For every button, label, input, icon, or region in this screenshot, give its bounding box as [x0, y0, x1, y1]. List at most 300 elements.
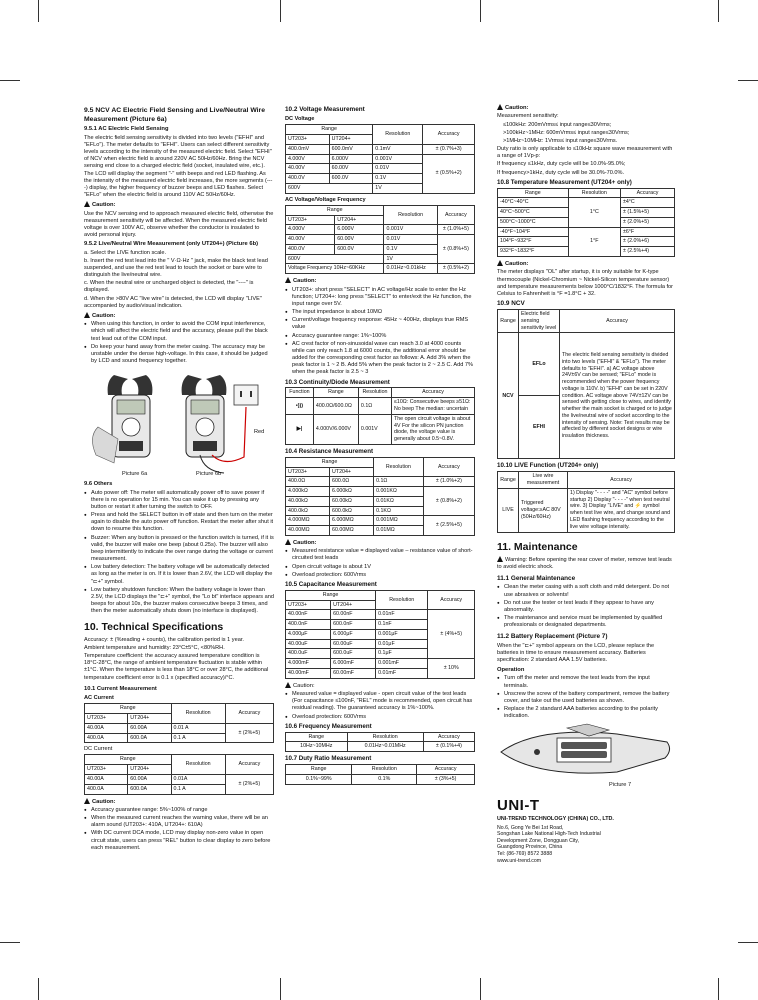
brand-logo: UNI-T	[497, 797, 540, 815]
list-item: ● Low battery detection: The battery voltage will be automatically detected as long as the meter is on. If it is lower than 2.6V, the LCD will display the "⊏+" symbol.	[84, 564, 274, 585]
table-row	[286, 774, 475, 784]
table-row	[286, 125, 475, 135]
caution-list	[285, 287, 475, 377]
table-row	[286, 732, 475, 742]
warning-icon	[285, 539, 291, 545]
table-cell: ± (0.5%+2)	[437, 264, 474, 274]
table-row	[498, 333, 675, 396]
temperature-table	[497, 188, 675, 257]
caution-list	[84, 321, 274, 365]
warning-text: Warning: Before opening the rear cover of meter, remove test leads to avoid electric shock.	[497, 556, 672, 571]
address-block	[497, 825, 675, 865]
subsection-title: 10.5 Capacitance Measurement	[285, 580, 377, 588]
figure-caption: Picture 6b	[196, 471, 222, 478]
table-row	[498, 472, 675, 489]
table-header: Accuracy	[392, 388, 475, 398]
table-cell: UT203+	[85, 713, 128, 723]
address-line: www.uni-trend.com	[497, 857, 542, 864]
subsection-title: 11.1 General Maintenance	[497, 575, 576, 583]
table-cell: 0.1Ω	[358, 398, 391, 415]
list-item: ● Buzzer: When any button is pressed or the function switch is turned, if it is valid, the buzzer will make one beep (about 0.25s). The buzzer will also beep intermittently to indicate the over range during the voltage or current measurement.	[84, 535, 274, 564]
diode-icon: ▶|	[286, 414, 314, 444]
table-cell: 400.0A	[85, 733, 128, 743]
list-item: ● Open circuit voltage is about 1V	[285, 564, 475, 571]
table-cell: 10Hz~10MHz	[286, 742, 348, 752]
subsection-title: 10.8 Temperature Measurement (UT204+ only)	[497, 178, 632, 186]
table-cell: 1V	[384, 254, 437, 264]
table-cell: 0.01KΩ	[374, 496, 424, 506]
caution-heading: Caution:	[285, 682, 475, 690]
subsection-title: 10.4 Resistance Measurement	[285, 447, 374, 455]
table-cell: 1) Display "- - - -" and "AC" symbol before startup 2) Display "- - - -" when test neutral wire. 3) Display "LIVE" and ⚡ symbol when test live wire, and change sound and LED flashing frequency according to the live wire voltage intensity.	[568, 488, 675, 532]
list-item: ● With DC current DCA mode, LCD may display non-zero value in open circuit state, users can press "REL" button to clear display to zero before each measurement.	[84, 830, 274, 851]
table-row	[286, 659, 475, 669]
table-cell: 0.1Ω	[374, 477, 424, 487]
table-header: Resolution	[373, 125, 423, 145]
table-row	[286, 765, 475, 775]
table-row	[286, 477, 475, 487]
table-cell: ± (2%+5)	[225, 774, 273, 794]
table-label: DC Voltage	[285, 116, 315, 123]
table-header: Accuracy	[568, 472, 675, 489]
table-header: Live wire measurement	[519, 472, 568, 489]
table-cell: 400.0V	[286, 244, 335, 254]
table-row	[286, 414, 475, 444]
table-cell: 40°C~500°C	[498, 208, 569, 218]
table-header: Range	[286, 590, 376, 600]
paragraph: >1MHz~10MHz: 1Vrms≤ input range≤30Vrms.	[503, 137, 618, 144]
table-row	[498, 188, 675, 198]
warning-icon	[285, 682, 291, 688]
capacitance-table	[285, 590, 475, 679]
table-header: Accuracy	[423, 457, 474, 477]
table-cell: 0.01μF	[376, 639, 428, 649]
table-cell: 40.00A	[85, 774, 128, 784]
table-cell: UT204+	[128, 713, 171, 723]
table-cell: UT204+	[330, 467, 374, 477]
table-cell: 4.000V	[286, 225, 335, 235]
table-cell: 0.1%~99%	[286, 774, 352, 784]
warning-icon	[84, 201, 90, 207]
caution-heading: Caution:	[497, 104, 675, 112]
list-item: ● Do keep your hand away from the meter casing. The accuracy may be unstable under the dense high-voltage. In this case, it should be judged by LCD and sound frequency together.	[84, 344, 274, 365]
table-cell: 104°F~932°F	[498, 237, 569, 247]
table-cell: ± (4%+5)	[428, 610, 475, 659]
dc-current-table	[84, 754, 274, 794]
list-item: ● When using this function, in order to avoid the COM input interference, which will affect the electric field and the accuracy, please pull the black test lead out of the COM input.	[84, 321, 274, 342]
table-cell: 600V	[286, 254, 384, 264]
list-item: ● AC crest factor of non-sinusoidal wave can reach 3.0 at 4000 counts while can only reach 1.8 at 6000 counts, the additional error should be added for the corresponding crest factor as follows: A. Add 3% when the peak factor is 1 ~ 2 B. Add 5% when the peak factor is 2 ~ 2.5 C. Add 7% when the peak factor is 2.5 ~ 3	[285, 341, 475, 377]
table-cell: 4.000mF	[286, 659, 331, 669]
table-cell: 6.000V	[335, 225, 384, 235]
table-row	[286, 225, 475, 235]
crop-mark	[718, 978, 719, 1000]
paragraph: >100kHz~1MHz: 600mVrms≤ input range≤30Vrms;	[503, 129, 630, 136]
list-item: ● Current/voltage frequency response: 45Hz ~ 400Hz, displays true RMS value	[285, 317, 475, 331]
address-line: No.6, Gong Ye Bei 1st Road,	[497, 824, 564, 831]
list-item: ● Overload protection: 600Vrms	[285, 714, 475, 721]
table-header: Range	[498, 310, 519, 333]
list-item: ● Overload protection: 600Vrms	[285, 572, 475, 579]
table-header: Accuracy	[437, 205, 474, 225]
paragraph: Temperature coefficient: the accuracy assured temperature condition is 18°C-28°C, the range of ambient temperature fluctuation is stable within ±1°C. When the temperature is less than 18°C or over 28°C, the additional temperature coefficient error is 0.1 x (specified accuracy)/°C.	[84, 653, 269, 681]
table-cell: 0.01Hz~0.01MHz	[347, 742, 423, 752]
table-row	[286, 457, 475, 467]
warning-icon	[84, 798, 90, 804]
table-row	[498, 488, 675, 532]
subsection-title: 10.9 NCV	[497, 299, 525, 307]
column-1	[84, 104, 274, 853]
list-item: ● Measured value = displayed value - open circuit value of the test leads (For capacitance ≤100nF, "REL" mode is recommended, open circuit has residual reading). The guaranteed accuracy is 1%~100%.	[285, 691, 475, 712]
list-item: ● Accuracy guarantee range: 1%~100%	[285, 333, 475, 340]
table-cell: 0.01V	[384, 235, 437, 245]
table-cell: EFLo	[519, 333, 560, 396]
warning-icon	[497, 556, 503, 562]
table-cell: 600.0nF	[331, 620, 376, 630]
table-cell: ± (2.0%+5)	[620, 217, 674, 227]
table-cell: 0.01Hz~0.01kHz	[384, 264, 437, 274]
table-cell: Triggered voltage:≥AC 80V (50Hz/60Hz)	[519, 488, 568, 532]
address-line: Tel: (86-769) 8572 3888	[497, 851, 553, 858]
table-cell: 600.0V	[329, 174, 373, 184]
table-cell: 0.001KΩ	[374, 487, 424, 497]
table-cell: ± (2.5%+4)	[620, 247, 674, 257]
list-item: ● Accuracy guarantee range: 5%~100% of range	[84, 807, 274, 814]
table-cell: UT204+	[329, 135, 373, 145]
list-item: ● Turn off the meter and remove the test leads from the input terminals.	[497, 675, 675, 689]
table-cell: 0.1%	[352, 774, 417, 784]
subsection-title: 10.1 Current Measurement	[84, 685, 157, 692]
paragraph: The electric field sensing sensitivity is divided into two levels ("EFHI" and "EFLo"). The meter defaults to "EFHI". Users can select different sensitivity levels according to the intensity of the measured electric field. Select "EFHI" of NCV when electric field is around 220V AC 50Hz/60Hz. Bring the NCV sensing end close to a charged electric field (socket, insulated wire, etc.). The LCD will display the segment "-" with beeps and red LED flashing. As the intensity of the measured electric field increases, the more segments (----) display, the higher frequency of buzzer beeps and LED flashes. Select "EFLo" when the electric field is around 110V AC 50Hz/60Hz.	[84, 134, 273, 199]
subsection-title: 10.7 Duty Ratio Measurement	[285, 755, 372, 763]
table-header: Range	[313, 388, 358, 398]
table-header: Range	[286, 205, 384, 215]
address-line: Songshan Lake National High-Tech Industrial	[497, 831, 601, 838]
step: c. When the neutral wire or uncharged object is detected, the "----" is displayed.	[84, 280, 254, 294]
paragraph: Duty ratio is only applicable to ≤10kHz square wave measurement with a range of 1Vp-p:	[497, 146, 673, 160]
table-row	[286, 610, 475, 620]
table-cell: 0.1V	[384, 244, 437, 254]
table-cell: 40.00A	[85, 723, 128, 733]
table-cell: ± 10%	[428, 659, 475, 679]
table-cell: 600.0kΩ	[330, 506, 374, 516]
subsection-title: 9.6 Others	[84, 481, 113, 488]
table-cell: UT204+	[128, 765, 171, 775]
table-cell: -40°C~40°C	[498, 198, 569, 208]
crop-mark	[38, 0, 39, 22]
table-cell: 600.0uF	[331, 649, 376, 659]
table-cell: ± (3%+5)	[417, 774, 475, 784]
table-row	[498, 227, 675, 237]
live-table	[497, 471, 675, 532]
table-cell: ±6°F	[620, 227, 674, 237]
table-row	[286, 264, 475, 274]
table-header: Accuracy	[423, 125, 475, 145]
table-cell: 0.1 A	[171, 784, 225, 794]
table-header: Range	[85, 755, 172, 765]
figure-6	[84, 367, 274, 479]
maintenance-list	[497, 584, 675, 629]
table-cell: 0.01nF	[376, 610, 428, 620]
address-line: Guangdong Province, China	[497, 844, 563, 851]
table-cell: 600.0A	[128, 733, 171, 743]
table-cell: 4.000V/6.000V	[313, 414, 358, 444]
figure-caption: Picture 6a	[122, 471, 148, 478]
table-cell: UT203+	[286, 467, 330, 477]
crop-mark	[738, 80, 758, 81]
table-cell: 6.000mF	[331, 659, 376, 669]
table-row	[498, 310, 675, 333]
ac-current-table	[84, 703, 274, 743]
table-header: Range	[286, 732, 348, 742]
figure-caption: Picture 7	[609, 782, 632, 789]
table-cell: 60.00V	[335, 235, 384, 245]
address-line: Development Zone, Dongguan City,	[497, 837, 580, 844]
subsection-title: 9.5.1 AC Electric Field Sensing	[84, 126, 169, 133]
table-cell: 0.1KΩ	[374, 506, 424, 516]
crop-mark	[280, 0, 281, 22]
table-cell: 600.0V	[335, 244, 384, 254]
table-cell: 60.00mF	[331, 668, 376, 678]
table-cell: ± (0.1%+4)	[423, 742, 474, 752]
table-cell: 60.00kΩ	[330, 496, 374, 506]
list-item: ● Auto power off: The meter will automatically power off to save power if there is no operation for 15 min. You can wake it up by pressing any button or restart it after turning the switch to OFF.	[84, 490, 274, 511]
ncv-table	[497, 309, 675, 459]
table-cell: 40.00mF	[286, 668, 331, 678]
table-row	[85, 774, 274, 784]
table-header: Resolution	[384, 205, 437, 225]
table-cell: ± (1.0%+5)	[437, 225, 474, 235]
ac-voltage-table	[285, 205, 475, 274]
table-cell: 40.00MΩ	[286, 526, 330, 536]
table-cell: 400.0V	[286, 174, 330, 184]
table-cell: 0.01 A	[171, 723, 225, 733]
table-header: Accuracy	[225, 755, 273, 775]
warning-icon	[285, 277, 291, 283]
table-header: Accuracy	[423, 732, 474, 742]
table-cell: 40.00kΩ	[286, 496, 330, 506]
table-cell: 600.0A	[128, 784, 171, 794]
buzzer-icon: •)))	[286, 398, 314, 415]
table-row	[286, 398, 475, 415]
table-cell: ± (0.8%+2)	[423, 487, 474, 516]
table-cell: 0.001V	[384, 225, 437, 235]
table-cell: 60.00A	[128, 723, 171, 733]
table-row	[85, 723, 274, 733]
column-2	[285, 104, 475, 788]
paragraph: Accuracy: ± (%reading + counts), the calibration period is 1 year.	[84, 636, 244, 643]
crop-mark	[280, 978, 281, 1000]
table-cell: 0.001V	[373, 154, 423, 164]
caution-heading: Caution:	[497, 260, 675, 268]
table-cell: 400.0kΩ	[286, 506, 330, 516]
table-cell: UT203+	[85, 765, 128, 775]
battery-compartment-illustration	[497, 722, 675, 780]
table-cell: 0.001μF	[376, 629, 428, 639]
continuity-diode-table	[285, 387, 475, 444]
table-cell: 0.1 A	[171, 733, 225, 743]
table-row	[286, 516, 475, 526]
table-cell: 60.00V	[329, 164, 373, 174]
list-item: ● The maintenance and service must be implemented by qualified professionals or designated departments.	[497, 615, 675, 629]
table-header: Accuracy	[560, 310, 675, 333]
table-cell: NCV	[498, 333, 519, 459]
table-cell: 4.000μF	[286, 629, 331, 639]
table-cell: UT203+	[286, 600, 331, 610]
table-header: Accuracy	[620, 188, 674, 198]
table-header: Resolution	[568, 188, 620, 198]
subsection-title: 10.3 Continuity/Diode Measurement	[285, 378, 390, 386]
table-row	[286, 388, 475, 398]
table-cell: -40°F~104°F	[498, 227, 569, 237]
table-cell: 0.01V	[373, 164, 423, 174]
table-cell: 0.1mV	[373, 144, 423, 154]
paragraph: ≤100kHz: 200mVrms≤ input range≤30Vrms;	[503, 121, 612, 128]
dc-voltage-table	[285, 124, 475, 193]
crop-mark	[738, 942, 758, 943]
company-name: UNI-TREND TECHNOLOGY (CHINA) CO., LTD.	[497, 815, 614, 822]
table-header: Range	[286, 765, 352, 775]
chapter-title: 11. Maintenance	[497, 540, 578, 553]
table-label: DC Current	[84, 746, 113, 753]
table-header: Range	[85, 704, 172, 714]
table-cell: ±4°C	[620, 198, 674, 208]
table-cell: 0.1μF	[376, 649, 428, 659]
table-header: Accuracy	[417, 765, 475, 775]
table-cell: 6.000V	[329, 154, 373, 164]
table-label: AC Current	[84, 695, 114, 702]
table-cell: UT203+	[286, 215, 335, 225]
table-cell: 0.01mF	[376, 668, 428, 678]
table-cell: 4.000V	[286, 154, 330, 164]
table-cell: 400.0Ω	[286, 477, 330, 487]
list-item: ● The input impedance is about 10MΩ	[285, 309, 475, 316]
table-cell: 6.000μF	[331, 629, 376, 639]
list-item: ● UT203+: short press "SELECT" in AC voltage/Hz scale to enter the Hz function; UT204+: long press "SELECT" to enter/exit the Hz function, the input range over 5V.	[285, 287, 475, 308]
list-item: ● Low battery shutdown function: When the battery voltage is lower than 2.5V, the LCD displays the "⊏+" symbol, the "Lo bt" interface appears and beeps for about 10s, the buzzer makes consecutive beeps 3 times, and then the meter automatically shuts down (no interface is displayed).	[84, 587, 274, 616]
list-item: ● When the measured current reaches the warning value, there will be an alarm sound (UT203+: 410A, UT204+: 610A)	[84, 815, 274, 829]
resistance-table	[285, 457, 475, 536]
paragraph: Ambient temperature and humidity: 23°C±5°C, <80%RH.	[84, 644, 225, 651]
table-header: Resolution	[374, 457, 424, 477]
caution-list	[285, 691, 475, 721]
table-cell: 6.000kΩ	[330, 487, 374, 497]
table-cell: ± (0.8%+5)	[437, 235, 474, 264]
caution-heading: Caution:	[84, 798, 274, 806]
table-cell: 1°C	[568, 198, 620, 227]
table-cell: 0.1nF	[376, 620, 428, 630]
table-cell: 0.01MΩ	[374, 526, 424, 536]
table-cell: 40.00nF	[286, 610, 331, 620]
table-label: AC Voltage/Voltage Frequency	[285, 196, 366, 203]
table-header: Range	[498, 472, 519, 489]
table-row	[286, 742, 475, 752]
figure-7	[497, 722, 675, 790]
paragraph: If frequency ≤1kHz, duty cycle will be 10.0%-95.0%;	[497, 161, 626, 168]
caution-heading: Caution:	[84, 201, 274, 209]
table-header: Resolution	[347, 732, 423, 742]
table-row	[286, 154, 475, 164]
table-cell: 6.000MΩ	[330, 516, 374, 526]
table-cell: 400.0uF	[286, 649, 331, 659]
table-header: Range	[286, 125, 373, 135]
table-header: Resolution	[171, 755, 225, 775]
table-header: Electric field sensing sensitivity level	[519, 310, 560, 333]
table-row	[85, 755, 274, 765]
list-item: ● Measured resistance value = displayed value – resistance value of short-circuited test leads	[285, 548, 475, 562]
caution-heading: Caution:	[285, 539, 475, 547]
table-cell: 600.0mV	[329, 144, 373, 154]
table-cell: 40.00V	[286, 164, 330, 174]
table-header: Range	[498, 188, 569, 198]
table-cell: 4.000MΩ	[286, 516, 330, 526]
table-row	[85, 704, 274, 714]
table-cell: 60.00uF	[331, 639, 376, 649]
frequency-table	[285, 732, 475, 753]
table-cell: 400.0nF	[286, 620, 331, 630]
list-item: ● Unscrew the screw of the battery compartment, remove the battery cover, and take out the used batteries as shown.	[497, 691, 675, 705]
table-cell: ± (2.5%+5)	[423, 516, 474, 536]
table-row	[286, 235, 475, 245]
table-cell: 0.001MΩ	[374, 516, 424, 526]
crop-mark	[38, 978, 39, 1000]
table-header: Resolution	[376, 590, 428, 610]
table-row	[286, 144, 475, 154]
table-cell: 60.00A	[128, 774, 171, 784]
table-cell: 4.000kΩ	[286, 487, 330, 497]
paragraph: The meter displays "OL" after startup, it is only suitable for K-type thermocouple (Nickel-Chromium ~ Nickel-Silicon temperature sensor) and temperature measurements below 1000°C/1832°F. The formula for Celsius to Fahrenheit is °F =1.8°C + 32.	[497, 269, 674, 297]
list-item: ● Press and hold the SELECT button in off state and then turn on the meter again to disable the auto power off function. Restart the meter after shut it down to resume this function.	[84, 512, 274, 533]
table-cell: LIVE	[498, 488, 519, 532]
table-cell: The open circuit voltage is about 4V For the silicon PN junction diode, the voltage value is generally about 0.5~0.8V.	[392, 414, 475, 444]
table-header: Resolution	[352, 765, 417, 775]
section-title: 9.5 NCV AC Electric Field Sensing and Live/Neutral Wire Measurement (Picture 6a)	[84, 107, 265, 123]
subsection-title: 11.2 Battery Replacement (Picture 7)	[497, 633, 608, 641]
table-header: Resolution	[358, 388, 391, 398]
paragraph: If frequency>1kHz, duty cycle will be 30.0%-70.0%.	[497, 169, 625, 176]
table-cell: 600.0Ω	[330, 477, 374, 487]
caution-list	[285, 548, 475, 579]
caution-list	[84, 807, 274, 852]
duty-ratio-table	[285, 764, 475, 785]
step: a. Select the LIVE function scale.	[84, 249, 167, 256]
table-cell: 40.00uF	[286, 639, 331, 649]
table-cell: 60.00nF	[331, 610, 376, 620]
table-cell: 60.00MΩ	[330, 526, 374, 536]
subsection-title: 10.6 Frequency Measurement	[285, 722, 372, 730]
step: d. When the >80V AC "live wire" is detected, the LCD will display "LIVE" accompanied by audio/visual indication.	[84, 295, 262, 309]
operation-title: Operation	[497, 667, 525, 674]
table-cell: 0.001mF	[376, 659, 428, 669]
subsection-title: 10.2 Voltage Measurement	[285, 106, 365, 113]
table-cell: 500°C~1000°C	[498, 217, 569, 227]
list-item: ● Replace the 2 standard AAA batteries according to the polarity indication.	[497, 706, 675, 720]
table-cell: 0.01A	[171, 774, 225, 784]
chapter-title: 10. Technical Specifications	[84, 621, 224, 634]
table-cell: 932°F~1832°F	[498, 247, 569, 257]
table-cell: EFHI	[519, 396, 560, 459]
table-cell: 1V	[373, 183, 423, 193]
table-header: Resolution	[171, 704, 225, 724]
table-cell: The electric field sensing sensitivity is divided into two levels ("EFHI" & "EFLo"). The meter defaults to "EFHI". a) AC voltage above 24V±6V can be sensed; "EFLo" mode is recommended when the power frequency voltage is 110V. b) "EFHI" can be set in 220V condition. AC voltage above 74V±12V can be sensed with getting close to wires, and identify whether the main socket is charged or to judge the live/neutral wire of socket according to the intensity of sensing. Note: Test results may be affected by different socket designs or wire insulation thickness.	[560, 333, 675, 459]
table-cell: Voltage Frequency 10Hz~60KHz	[286, 264, 384, 274]
table-cell: 1°F	[568, 227, 620, 256]
step: b. Insert the red test lead into the " V·Ω·Hz " jack, make the black test lead suspended, and use the red test lead to touch the socket or bare wire to distinguish the live/neutral wire.	[84, 257, 268, 279]
table-cell: 600V	[286, 183, 373, 193]
table-row	[286, 590, 475, 600]
table-cell: UT204+	[331, 600, 376, 610]
others-list	[84, 490, 274, 616]
